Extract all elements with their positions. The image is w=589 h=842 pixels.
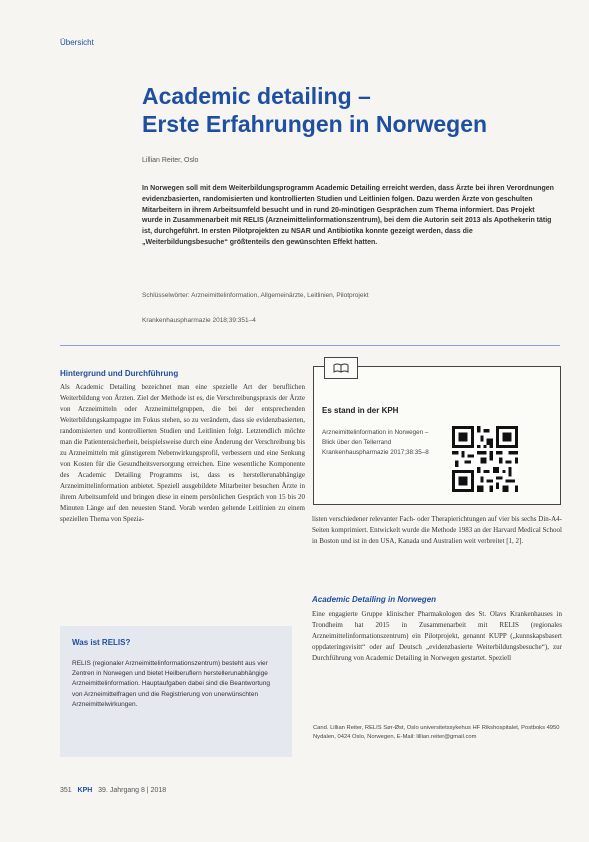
qr-code-icon <box>452 426 518 492</box>
section-heading-norway <box>312 595 436 604</box>
journal-issue: 39. Jahrgang 8 | 2018 <box>98 787 167 794</box>
citation: Krankenhauspharmazie 2018;39:351–4 <box>142 317 256 324</box>
divider <box>60 345 560 346</box>
relis-box-title: Was ist RELIS? <box>72 638 131 647</box>
journal-name: KPH <box>77 787 93 794</box>
relis-info-box <box>60 626 292 757</box>
body-text-right: Eine engagierte Gruppe klinischer Pharmakologen des St. Olavs Krankenhauses in Trondheim hat 2015 in Zusammenarbeit mit RELIS (regionales Arzneimittelinformationszentrum) ein Pilotprojekt, genannt KUPP („kunnskapsbasert oppdateringsvisitt“ oder auf Deutsch „evidenzbasierte Weiterbildungsbesuche“), zur Durchführung von Academic Detailing in Norwegen gestartet. Speziell <box>312 610 562 662</box>
kph-box-title: Es stand in der KPH <box>322 406 399 415</box>
relis-box-text: RELIS (regionaler Arzneimittelinformationszentrum) besteht aus vier Zentren in Norwegen und bietet Heilberuflern herstellerunabhängige Arzneimittelinformation. Hauptaufgaben dabei sind die Beantwortung von Arzneimittelfragen und die Registrierung von unerwünschten Arzneimittelwirkungen. <box>72 660 271 708</box>
abstract: In Norwegen soll mit dem Weiterbildungsprogramm Academic Detailing erreicht werden, dass Ärzte bei ihren Verordnungen evidenzbasierten, randomisierten und kontrollierten Studien und Leitlinien folgen. Dazu werden Ärzte von geschulten Mitarbeitern in ihrem Arbeitsumfeld besucht und in rund 20-minütigen Gesprächen zum Thema informiert. Das Projekt wurde in Zusammenarbeit mit RELIS (Arzneimittelinformationszentrum), bei dem die Autorin seit 2013 als Apothekerin tätig ist, durchgeführt. In ersten Pilotprojekten zu NSAR und Antibiotika konnte gezeigt werden, dass die „Weiterbildungsbesuche“ größtenteils den gewünschten Effekt hatten. <box>142 185 554 246</box>
title-line-1: Academic detailing – <box>142 83 371 109</box>
title-line-2: Erste Erfahrungen in Norwegen <box>142 111 488 137</box>
author-affiliation: Cand. Lillian Reiter, RELIS Sør-Øst, Oslo universitetssykehus HF Rikshospitalet, Postboks 4950 Nydalen, 0424 Oslo, Norwegen, E-Mail: lillian.reiter@gmail.com <box>313 725 560 740</box>
author: Lillian Reiter, Oslo <box>142 157 199 164</box>
body-text-right-top: listen verschiedener relevanter Fach- oder Therapierichtungen auf vier bis sechs Din-A4-Seiten komprimiert. Entwickelt wurde die Methode 1983 an der Harvard Medical School in Boston und ist in den USA, Kanada und Australien weit verbreitet [1, 2]. <box>312 515 562 545</box>
section-label: Übersicht <box>60 38 94 47</box>
kph-box-text: Arzneimittelinformation in Norwegen – Blick über den Tellerrand Krankenhauspharmazie 2017;38:35–8 <box>322 429 429 456</box>
page-footer <box>60 787 166 794</box>
page-title <box>142 82 562 138</box>
section-heading-norway-text: Academic Detailing in Norwegen <box>312 595 437 604</box>
keywords: Schlüsselwörter: Arzneimittelinformation, Allgemeinärzte, Leitlinien, Pilotprojekt <box>142 292 369 299</box>
page-number: 351 <box>60 787 72 794</box>
body-text-left: Als Academic Detailing bezeichnet man eine spezielle Art der beruflichen Weiterbildung von Ärzten. Ziel der Methode ist es, die Verschreibungspraxis der Ärzte von Arzneimitteln oder Arzneimittelgruppen, die bei der entsprechenden Weiterbildungskampagne im Fokus stehen, so zu verändern, dass sie evidenzbasierten, randomisierten und kontrollierten Studien und Leitlinien folgt. Letztendlich möchte man die Patientensicherheit, beispielsweise durch eine Änderung der Verschreibung bis zu Arzneimitteln mit günstigerem Nebenwirkungsprofil, verbessern und eine Senkung von Kosten für die Gesundheitsversorgung erreichen. Eine wesentliche Komponente des Academic Detailing Programms ist, dass es herstellerunabhängige Arzneimittelinformation anbietet. Speziell ausgebildete Mitarbeiter besuchen Ärzte in ihrem Arbeitsumfeld und bringen diese in einem persönlichen Gespräch von 15 bis 20 Minuten Länge auf den neuesten Stand. Vorab werden geltende Leitlinien zu einem speziellen Thema von Spezia- <box>60 383 305 523</box>
section-heading-background: Hintergrund und Durchführung <box>60 369 179 378</box>
book-icon <box>324 357 358 379</box>
